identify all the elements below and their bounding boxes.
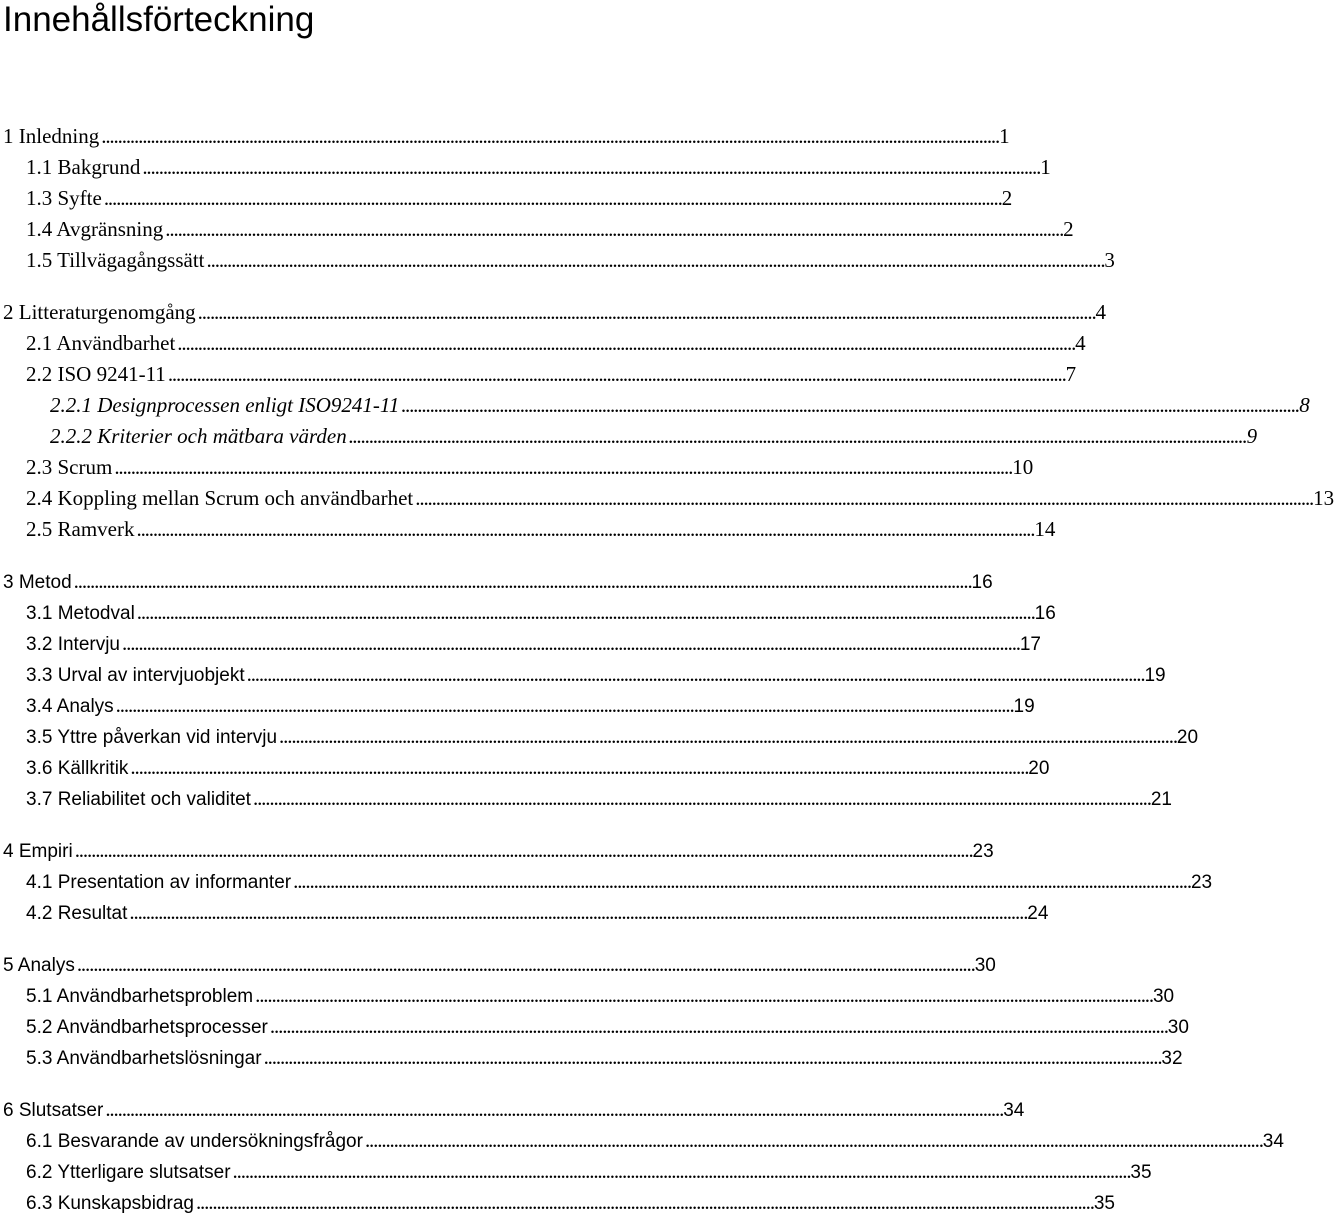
- dot-leader: [136, 515, 1032, 543]
- dot-leader: [293, 867, 1189, 895]
- toc-entry-page-number: 14: [1034, 517, 1056, 541]
- toc-entry[interactable]: [0, 981, 1175, 1009]
- toc-entry-label: 2.1 Användbarhet: [26, 331, 176, 355]
- toc-entry[interactable]: [0, 867, 1213, 895]
- toc-entry-page-number: 16: [971, 572, 993, 593]
- toc-entry-label: 3 Metod: [3, 572, 72, 593]
- toc-entry[interactable]: [0, 329, 1086, 357]
- toc-entry-label: 5 Analys: [3, 955, 75, 976]
- toc-entry-page-number: 23: [1190, 872, 1213, 893]
- toc-entry[interactable]: [0, 629, 1041, 657]
- toc-entry-label: 3.5 Yttre påverkan vid intervju: [26, 727, 278, 748]
- toc-entry[interactable]: [0, 360, 1077, 388]
- toc-entry[interactable]: [0, 784, 1172, 812]
- dot-leader: [77, 950, 973, 978]
- toc-entry-page-number: 3: [1104, 248, 1115, 272]
- dot-leader: [270, 1012, 1166, 1040]
- dot-leader: [247, 660, 1143, 688]
- dot-leader: [75, 836, 971, 864]
- toc-entry[interactable]: [0, 484, 1334, 512]
- dot-leader: [207, 246, 1103, 274]
- toc-entry-label: 5.1 Användbarhetsproblem: [26, 986, 254, 1007]
- toc-entry-label: 5.2 Användbarhetsprocesser: [26, 1017, 268, 1038]
- toc-entry-page-number: 32: [1161, 1048, 1183, 1069]
- toc-entry-label: 2.3 Scrum: [26, 455, 113, 479]
- dot-leader: [101, 122, 997, 150]
- toc-entry[interactable]: [0, 422, 1258, 450]
- toc-entry-page-number: 2: [1001, 186, 1013, 210]
- toc-entry[interactable]: [0, 122, 1010, 150]
- dot-leader: [114, 453, 1010, 481]
- dot-leader: [279, 722, 1175, 750]
- toc-entry-label: 6.3 Kunskapsbidrag: [26, 1193, 194, 1214]
- dot-leader: [365, 1126, 1261, 1154]
- toc-entry[interactable]: [0, 898, 1049, 926]
- toc-entry-label: 1.3 Syfte: [26, 186, 102, 210]
- dot-leader: [165, 215, 1061, 243]
- toc-entry-page-number: 4: [1075, 331, 1086, 355]
- toc-entry-page-number: 30: [1152, 986, 1175, 1007]
- toc-entry-label: 1.1 Bakgrund: [26, 155, 141, 179]
- toc-entry[interactable]: [0, 1012, 1189, 1040]
- dot-leader: [401, 391, 1297, 419]
- toc-entry-label: 3.1 Metodval: [26, 603, 135, 624]
- dot-leader: [104, 184, 1000, 212]
- toc-entry-label: 1.5 Tillvägagångssätt: [26, 248, 205, 272]
- dot-leader: [74, 567, 970, 595]
- toc-entry-label: 3.2 Intervju: [26, 634, 120, 655]
- dot-leader: [177, 329, 1073, 357]
- dot-leader: [415, 484, 1311, 512]
- toc-entry-label: 4 Empiri: [3, 841, 73, 862]
- toc-entry[interactable]: [0, 391, 1310, 419]
- toc-entry-page-number: 35: [1130, 1162, 1152, 1183]
- toc-entry-label: 4.1 Presentation av informanter: [26, 872, 292, 893]
- toc-entry-page-number: 1: [999, 124, 1010, 148]
- toc-entry-label: 2.2.2 Kriterier och mätbara värden: [50, 424, 347, 448]
- toc-entry-label: 3.6 Källkritik: [26, 758, 129, 779]
- toc-entry[interactable]: [0, 1188, 1115, 1216]
- toc-entry-label: 2.4 Koppling mellan Scrum och användbarhet: [26, 486, 414, 510]
- toc-entry[interactable]: [0, 598, 1056, 626]
- toc-entry-page-number: 13: [1313, 486, 1334, 510]
- toc-entry[interactable]: [0, 298, 1106, 326]
- dot-leader: [168, 360, 1064, 388]
- dot-leader: [264, 1043, 1160, 1071]
- dot-leader: [196, 1188, 1092, 1216]
- toc-entry-label: 1 Inledning: [3, 124, 100, 148]
- toc-entry-page-number: 30: [974, 955, 996, 976]
- toc-entry-label: 1.4 Avgränsning: [26, 217, 164, 241]
- toc-entry-page-number: 34: [1003, 1100, 1025, 1121]
- toc-entry-page-number: 19: [1013, 696, 1035, 717]
- toc-entry-label: 6.2 Ytterligare slutsatser: [26, 1162, 231, 1183]
- toc-entry-page-number: 20: [1028, 758, 1050, 779]
- dot-leader: [233, 1157, 1129, 1185]
- toc-entry[interactable]: [0, 722, 1199, 750]
- dot-leader: [130, 753, 1026, 781]
- toc-entry[interactable]: [0, 753, 1050, 781]
- dot-leader: [122, 629, 1018, 657]
- toc-entry-page-number: 24: [1027, 903, 1049, 924]
- toc-entry[interactable]: [0, 453, 1034, 481]
- toc-entry-page-number: 8: [1299, 393, 1310, 417]
- toc-entry-page-number: 9: [1246, 424, 1258, 448]
- toc-entry[interactable]: [0, 567, 993, 595]
- toc-entry[interactable]: [0, 1095, 1025, 1123]
- toc-entry-label: 6 Slutsatser: [3, 1100, 104, 1121]
- toc-entry-page-number: 1: [1040, 155, 1051, 179]
- toc-entry[interactable]: [0, 246, 1115, 274]
- toc-entry-page-number: 20: [1176, 727, 1199, 748]
- toc-entry[interactable]: [0, 950, 996, 978]
- toc-entry[interactable]: [0, 691, 1035, 719]
- toc-entry-page-number: 34: [1262, 1131, 1284, 1152]
- toc-entry-label: 4.2 Resultat: [26, 903, 128, 924]
- toc-entry-page-number: 7: [1065, 362, 1077, 386]
- toc-entry[interactable]: [0, 1043, 1183, 1071]
- toc-entry[interactable]: [0, 215, 1074, 243]
- toc-entry-page-number: 10: [1012, 455, 1034, 479]
- dot-leader: [129, 898, 1025, 926]
- toc-entry-page-number: 23: [972, 841, 994, 862]
- toc-entry[interactable]: [0, 184, 1013, 212]
- dot-leader: [137, 598, 1033, 626]
- toc-entry[interactable]: [0, 515, 1056, 543]
- toc-entry-page-number: 16: [1034, 603, 1056, 624]
- toc-entry-label: 2.5 Ramverk: [26, 517, 135, 541]
- dot-leader: [349, 422, 1245, 450]
- dot-leader: [142, 153, 1038, 181]
- toc-entry[interactable]: [0, 836, 994, 864]
- dot-leader: [105, 1095, 1001, 1123]
- toc-entry-page-number: 19: [1144, 665, 1166, 686]
- toc-entry-label: 2.2.1 Designprocessen enligt ISO9241-11: [50, 393, 400, 417]
- toc-entry-page-number: 30: [1167, 1017, 1189, 1038]
- toc-entry-label: 2 Litteraturgenomgång: [3, 300, 196, 324]
- page-title: Innehållsförteckning: [3, 0, 315, 39]
- toc-entry-label: 3.7 Reliabilitet och validitet: [26, 789, 251, 810]
- toc-entry-page-number: 35: [1093, 1193, 1115, 1214]
- toc-entry-page-number: 21: [1150, 789, 1172, 810]
- toc-entry-label: 2.2 ISO 9241-11: [26, 362, 166, 386]
- toc-entry-page-number: 2: [1063, 217, 1074, 241]
- dot-leader: [255, 981, 1151, 1009]
- dot-leader: [116, 691, 1012, 719]
- toc-entry[interactable]: [0, 1157, 1152, 1185]
- toc-entry[interactable]: [0, 153, 1051, 181]
- dot-leader: [198, 298, 1094, 326]
- toc-entry-label: 5.3 Användbarhetslösningar: [26, 1048, 262, 1069]
- toc-entry-label: 3.3 Urval av intervjuobjekt: [26, 665, 245, 686]
- toc-entry-page-number: 4: [1095, 300, 1106, 324]
- toc-entry-label: 3.4 Analys: [26, 696, 114, 717]
- toc-entry-page-number: 17: [1019, 634, 1041, 655]
- toc-entry-label: 6.1 Besvarande av undersökningsfrågor: [26, 1131, 363, 1152]
- toc-entry[interactable]: [0, 1126, 1284, 1154]
- toc-entry[interactable]: [0, 660, 1166, 688]
- dot-leader: [253, 784, 1149, 812]
